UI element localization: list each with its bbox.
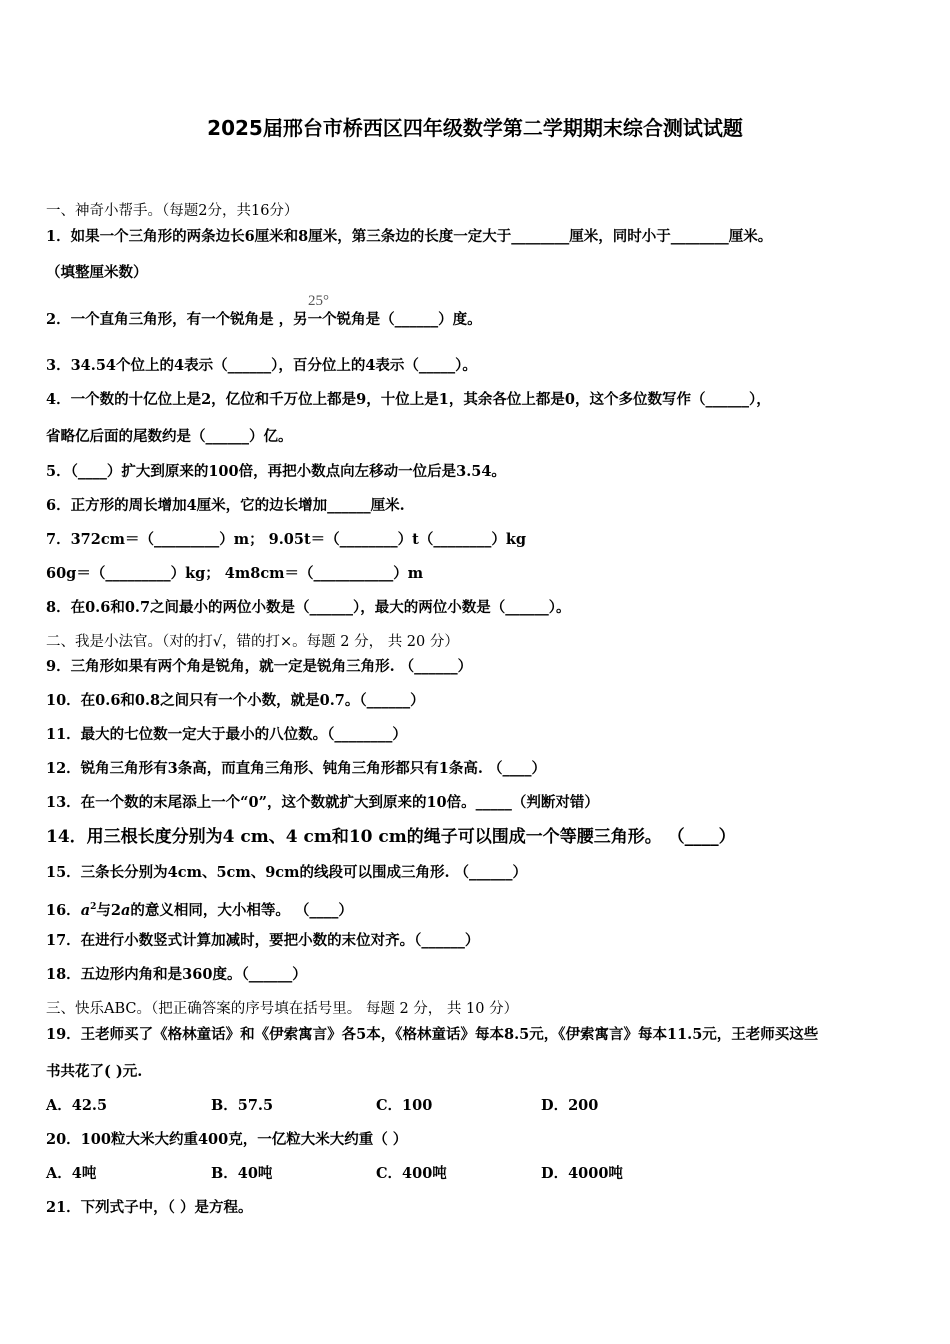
q20-option-d: D．4000吨 — [541, 1165, 623, 1182]
question-1-note: （填整厘米数） — [46, 264, 148, 281]
variable-a-2: a — [120, 901, 131, 919]
q20-option-c: C．400吨 — [376, 1165, 447, 1182]
question-16-rest: 的意义相同，大小相等。 （____） — [130, 901, 353, 919]
q19-option-b: B．57.5 — [211, 1097, 274, 1114]
question-6: 6．正方形的周长增加4厘米，它的边长增加______厘米. — [46, 497, 405, 514]
q19-option-a: A．42.5 — [46, 1097, 108, 1114]
angle-value: 25° — [308, 293, 329, 309]
question-16-number: 16． — [46, 901, 81, 919]
question-16 — [46, 897, 353, 921]
question-14: 14．用三根长度分别为4 cm、4 cm和10 cm的绳子可以围成一个等腰三角形。 （____） — [46, 827, 736, 847]
question-19-cont: 书共花了( )元. — [46, 1063, 143, 1080]
q20-option-a: A．4吨 — [46, 1165, 97, 1182]
question-3: 3．34.54个位上的4表示（______），百分位上的4表示（_____）。 — [46, 357, 477, 374]
question-7-cont: 60g＝（_________）kg； 4m8cm＝（___________）m — [46, 565, 424, 582]
q19-option-c: C．100 — [376, 1097, 433, 1114]
question-10: 10．在0.6和0.8之间只有一个小数，就是0.7。（______） — [46, 692, 425, 709]
question-15: 15．三条长分别为4cm、5cm、9cm的线段可以围成三角形. （______） — [46, 864, 528, 881]
question-21: 21．下列式子中，（ ）是方程。 — [46, 1199, 253, 1216]
question-4-cont: 省略亿后面的尾数约是（______）亿。 — [46, 428, 293, 445]
page-title: 2025届邢台市桥西区四年级数学第二学期期末综合测试试题 — [207, 116, 743, 140]
exponent: 2 — [90, 902, 97, 912]
question-17: 17．在进行小数竖式计算加减时，要把小数的末位对齐。（______） — [46, 932, 480, 949]
variable-a: a — [80, 901, 91, 919]
question-19: 19．王老师买了《格林童话》和《伊索寓言》各5本，《格林童话》每本8.5元，《伊索寓言》每本11.5元，王老师买这些 — [46, 1026, 819, 1043]
question-5: 5．（____）扩大到原来的100倍，再把小数点向左移动一位后是3.54。 — [46, 463, 506, 480]
question-8: 8．在0.6和0.7之间最小的两位小数是（______），最大的两位小数是（______）。 — [46, 599, 571, 616]
question-18: 18．五边形内角和是360度。（______） — [46, 966, 307, 983]
q20-option-b: B．40吨 — [211, 1165, 273, 1182]
q19-option-d: D．200 — [541, 1097, 599, 1114]
question-4: 4．一个数的十亿位上是2，亿位和千万位上都是9，十位上是1，其余各位上都是0，这个多位数写作（______）， — [46, 391, 771, 408]
question-2: 2．一个直角三角形，有一个锐角是 ，另一个锐角是（______）度。 — [46, 311, 482, 328]
question-9: 9．三角形如果有两个角是锐角，就一定是锐角三角形. （______） — [46, 658, 473, 675]
question-1: 1．如果一个三角形的两条边长6厘米和8厘米，第三条边的长度一定大于________厘米，同时小于________厘米。 — [46, 228, 773, 245]
question-11: 11．最大的七位数一定大于最小的八位数。（________） — [46, 726, 407, 743]
question-16-text: 与2 — [96, 901, 121, 919]
question-12: 12．锐角三角形有3条高，而直角三角形、钝角三角形都只有1条高. （____） — [46, 760, 546, 777]
question-7: 7．372cm＝（_________）m； 9.05t＝（________）t（________）kg — [46, 531, 527, 548]
section-3-heading: 三、快乐ABC。（把正确答案的序号填在括号里。 每题 2 分， 共 10 分） — [46, 1001, 519, 1017]
question-13: 13．在一个数的末尾添上一个“0”，这个数就扩大到原来的10倍。_____（判断对错） — [46, 794, 599, 811]
question-20: 20．100粒大米大约重400克，一亿粒大米大约重（ ） — [46, 1131, 408, 1148]
section-2-heading: 二、我是小法官。（对的打√，错的打×。每题 2 分， 共 20 分） — [46, 634, 459, 650]
section-1-heading: 一、神奇小帮手。（每题2分，共16分） — [46, 203, 299, 219]
